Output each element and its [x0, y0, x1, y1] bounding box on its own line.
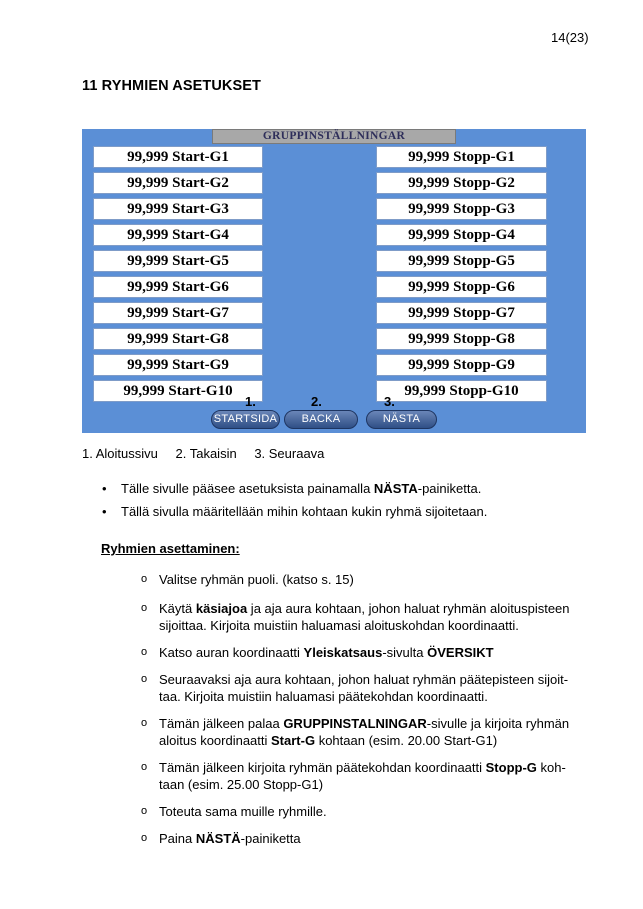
legend-item: 3. Seuraava — [254, 446, 325, 461]
stopp-g5-field[interactable]: 99,999 Stopp-G5 — [376, 250, 547, 272]
stopp-g1-field[interactable]: 99,999 Stopp-G1 — [376, 146, 547, 168]
step-item: o Paina NÄSTÄ-painiketta — [141, 830, 581, 847]
stopp-g8-field[interactable]: 99,999 Stopp-G8 — [376, 328, 547, 350]
subheading: Ryhmien asettaminen: — [101, 541, 240, 556]
startsida-button[interactable]: STARTSIDA — [211, 410, 280, 429]
legend-item: 1. Aloitussivu — [82, 446, 158, 461]
step-item: o Seuraavaksi aja aura kohtaan, johon haluat ryhmän päätepisteen sijoit-taa. Kirjoita muistiin haluamasi päätekohdan koordinaatti. — [141, 671, 581, 705]
step-item: o Käytä käsiajoa ja aja aura kohtaan, johon haluat ryhmän aloituspisteen sijoittaa. Kirjoita muistiin haluamasi aloituskohdan koordinaatti. — [141, 600, 581, 634]
start-g4-field[interactable]: 99,999 Start-G4 — [93, 224, 263, 246]
start-g9-field[interactable]: 99,999 Start-G9 — [93, 354, 263, 376]
button-legend — [82, 446, 338, 461]
stopp-g10-field[interactable]: 99,999 Stopp-G10 — [376, 380, 547, 402]
legend-item: 2. Takaisin — [175, 446, 237, 461]
step-item: o Toteuta sama muille ryhmille. — [141, 803, 581, 820]
step-item: o Tämän jälkeen kirjoita ryhmän päätekohdan koordinaatti Stopp-G koh-taan (esim. 25.00 Stopp-G1) — [141, 759, 581, 793]
backa-button[interactable]: BACKA — [284, 410, 358, 429]
stopp-g4-field[interactable]: 99,999 Stopp-G4 — [376, 224, 547, 246]
page-number: 14(23) — [551, 30, 589, 45]
button-number-1: 1. — [245, 394, 256, 409]
step-item: o Valitse ryhmän puoli. (katso s. 15) — [141, 571, 581, 588]
button-number-2: 2. — [311, 394, 322, 409]
step-item: o Tämän jälkeen palaa GRUPPINSTALNINGAR-sivulle ja kirjoita ryhmän aloitus koordinaatti Start-G kohtaan (esim. 20.00 Start-G1) — [141, 715, 581, 749]
section-heading: 11 RYHMIEN ASETUKSET — [82, 78, 261, 94]
start-g1-field[interactable]: 99,999 Start-G1 — [93, 146, 263, 168]
stopp-g9-field[interactable]: 99,999 Stopp-G9 — [376, 354, 547, 376]
stopp-g2-field[interactable]: 99,999 Stopp-G2 — [376, 172, 547, 194]
start-g10-field[interactable]: 99,999 Start-G10 — [93, 380, 263, 402]
step-item: o Katso auran koordinaatti Yleiskatsaus-sivulta ÖVERSIKT — [141, 644, 581, 661]
start-g2-field[interactable]: 99,999 Start-G2 — [93, 172, 263, 194]
stopp-g7-field[interactable]: 99,999 Stopp-G7 — [376, 302, 547, 324]
nasta-button[interactable]: NÄSTA — [366, 410, 437, 429]
bullet-item: • Tälle sivulle pääsee asetuksista painamalla NÄSTA-painiketta. — [82, 481, 582, 496]
stopp-g6-field[interactable]: 99,999 Stopp-G6 — [376, 276, 547, 298]
screen-title: GRUPPINSTÄLLNINGAR — [212, 129, 456, 144]
button-number-3: 3. — [384, 394, 395, 409]
start-g8-field[interactable]: 99,999 Start-G8 — [93, 328, 263, 350]
start-g3-field[interactable]: 99,999 Start-G3 — [93, 198, 263, 220]
start-g7-field[interactable]: 99,999 Start-G7 — [93, 302, 263, 324]
info-bullets — [82, 481, 582, 527]
steps-list — [141, 571, 581, 847]
stopp-g3-field[interactable]: 99,999 Stopp-G3 — [376, 198, 547, 220]
bullet-item: • Tällä sivulla määritellään mihin kohtaan kukin ryhmä sijoitetaan. — [82, 504, 582, 519]
start-g6-field[interactable]: 99,999 Start-G6 — [93, 276, 263, 298]
group-settings-screen — [82, 129, 586, 433]
start-g5-field[interactable]: 99,999 Start-G5 — [93, 250, 263, 272]
